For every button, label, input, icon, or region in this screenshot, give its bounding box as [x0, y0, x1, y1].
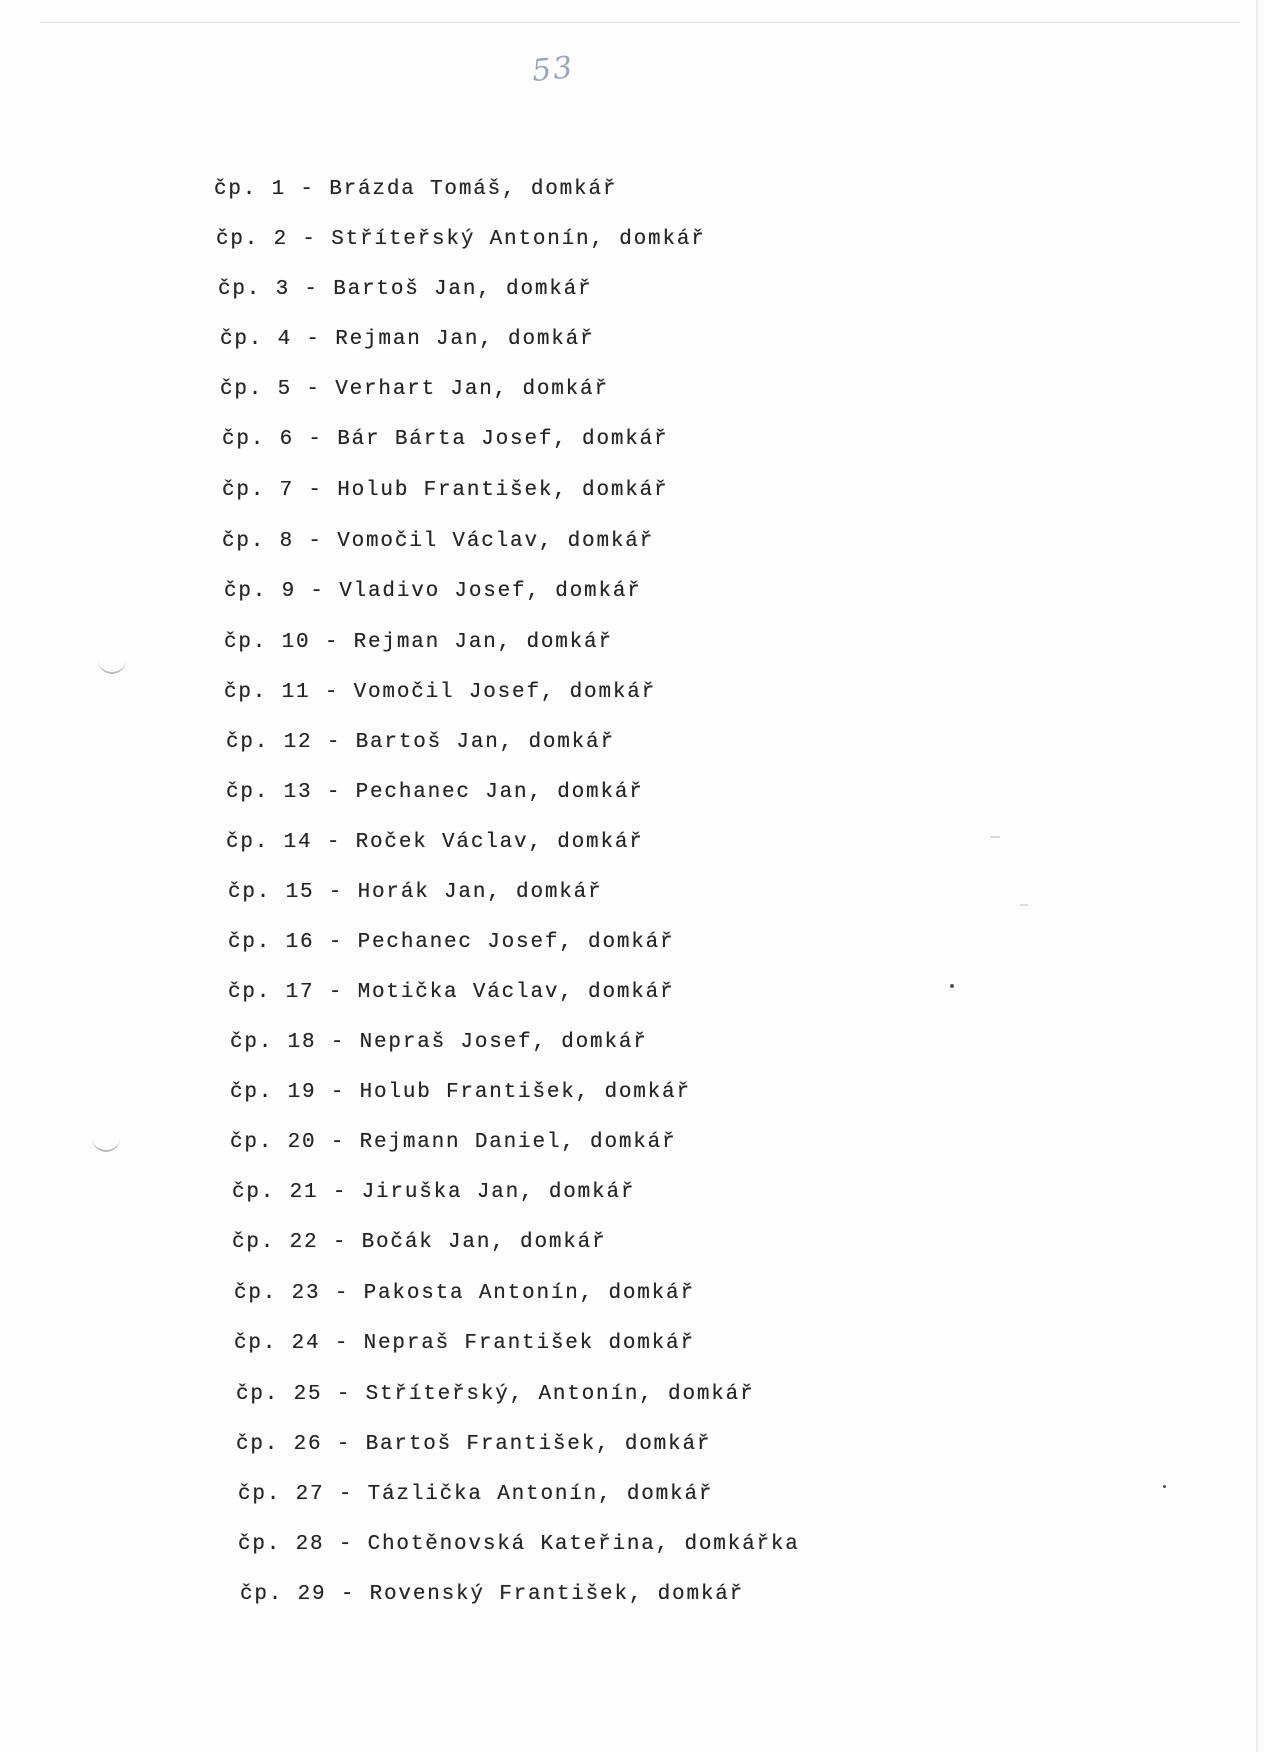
register-entry: čp. 26 - Bartoš František, domkář	[236, 1433, 712, 1456]
register-entry: čp. 8 - Vomočil Václav, domkář	[222, 530, 655, 553]
register-entry: čp. 13 - Pechanec Jan, domkář	[226, 781, 644, 804]
register-entry: čp. 27 - Tázlička Antonín, domkář	[238, 1483, 714, 1506]
register-entry: čp. 10 - Rejman Jan, domkář	[224, 631, 613, 654]
register-entry: čp. 6 - Bár Bárta Josef, domkář	[222, 428, 669, 451]
paper-mark	[990, 836, 1000, 838]
register-entry: čp. 23 - Pakosta Antonín, domkář	[234, 1282, 695, 1305]
register-entry: čp. 7 - Holub František, domkář	[222, 479, 669, 502]
ink-speck	[950, 984, 954, 988]
register-entry: čp. 2 - Stříteřský Antonín, domkář	[216, 228, 706, 251]
register-entry: čp. 3 - Bartoš Jan, domkář	[218, 278, 593, 301]
register-entry: čp. 20 - Rejmann Daniel, domkář	[230, 1131, 677, 1154]
register-entry: čp. 15 - Horák Jan, domkář	[228, 881, 603, 904]
register-entry: čp. 28 - Chotěnovská Kateřina, domkářka	[238, 1533, 800, 1556]
punch-hole-mark	[92, 1130, 120, 1152]
page-top-edge	[40, 22, 1240, 23]
register-entry: čp. 9 - Vladivo Josef, domkář	[224, 580, 642, 603]
page-number: 53	[530, 49, 576, 90]
register-entry: čp. 22 - Bočák Jan, domkář	[232, 1231, 607, 1254]
register-entry: čp. 5 - Verhart Jan, domkář	[220, 378, 609, 401]
register-entry: čp. 29 - Rovenský František, domkář	[240, 1583, 745, 1606]
register-entry: čp. 24 - Nepraš František domkář	[234, 1332, 695, 1355]
ink-speck	[1163, 1485, 1166, 1488]
register-entry: čp. 21 - Jiruška Jan, domkář	[232, 1181, 636, 1204]
register-entry: čp. 18 - Nepraš Josef, domkář	[230, 1031, 648, 1054]
page-right-edge	[1256, 0, 1258, 1752]
paper-mark	[1020, 904, 1028, 906]
register-entry: čp. 16 - Pechanec Josef, domkář	[228, 931, 675, 954]
register-entry: čp. 14 - Roček Václav, domkář	[226, 831, 644, 854]
register-entry: čp. 11 - Vomočil Josef, domkář	[224, 681, 657, 704]
register-entry: čp. 25 - Stříteřský, Antonín, domkář	[236, 1383, 755, 1406]
register-entry: čp. 17 - Motička Václav, domkář	[228, 981, 675, 1004]
register-entry: čp. 19 - Holub František, domkář	[230, 1081, 691, 1104]
punch-hole-mark	[98, 652, 126, 674]
register-entry: čp. 4 - Rejman Jan, domkář	[220, 328, 595, 351]
register-entry: čp. 12 - Bartoš Jan, domkář	[226, 731, 615, 754]
register-entry: čp. 1 - Brázda Tomáš, domkář	[214, 178, 618, 201]
